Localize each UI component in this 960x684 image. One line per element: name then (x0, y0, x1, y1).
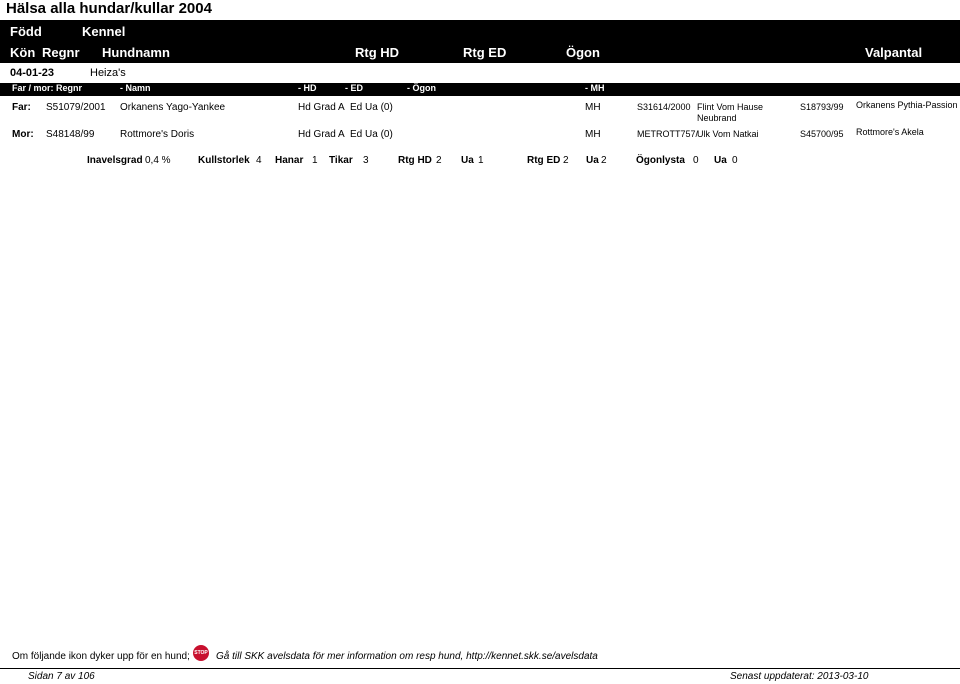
avelsdata-link[interactable]: Gå till SKK avelsdata för mer information om resp hund, http://kennet.skk.se/avelsdata (216, 651, 598, 662)
far-parent1-regnr: S31614/2000 (637, 102, 691, 112)
stop-icon: STOP (193, 645, 209, 661)
col-rtg-hd: Rtg HD (355, 45, 400, 60)
sub-mh: - MH (585, 83, 605, 93)
stat-tikar-val: 3 (363, 155, 369, 166)
stat-rtghd: Rtg HD (398, 155, 432, 166)
col-fodd: Född (10, 24, 42, 39)
far-parent1-name: Flint Vom Hause Neubrand (697, 102, 764, 123)
parent-label-far: Far: (12, 102, 31, 113)
far-hd: Hd Grad A (298, 102, 345, 113)
footer-divider (0, 668, 960, 669)
stat-ua2: Ua (586, 155, 599, 166)
col-rtg-ed: Rtg ED (463, 45, 507, 60)
stat-ua1: Ua (461, 155, 474, 166)
stat-ua2-val: 2 (601, 155, 607, 166)
sub-farmor: Far / mor: Regnr (12, 83, 83, 93)
far-regnr: S51079/2001 (46, 102, 106, 113)
mor-parent2-regnr: S45700/95 (800, 129, 844, 139)
mor-name: Rottmore's Doris (120, 129, 195, 140)
col-regnr: Regnr (42, 45, 80, 60)
far-name: Orkanens Yago-Yankee (120, 102, 226, 113)
stat-tikar: Tikar (329, 155, 353, 166)
stat-ua3: Ua (714, 155, 727, 166)
stat-ua1-val: 1 (478, 155, 484, 166)
far-parent2-name: Orkanens Pythia-Passion (856, 100, 958, 110)
mor-parent1-regnr: METROTT757/ (637, 129, 699, 139)
column-header (0, 20, 960, 63)
col-valpantal: Valpantal (865, 45, 923, 60)
stat-kull: Kullstorlek (198, 155, 250, 166)
stat-hanar-val: 1 (312, 155, 318, 166)
col-hundnamn: Hundnamn (102, 45, 170, 60)
stat-inavel: Inavelsgrad (87, 155, 143, 166)
col-ogon: Ögon (566, 45, 600, 60)
stat-hanar: Hanar (275, 155, 304, 166)
mor-mh: MH (585, 129, 601, 140)
stat-ogon-val: 0 (693, 155, 699, 166)
mor-parent1-name: Ulk Vom Natkai (697, 129, 759, 139)
parent-subheader (0, 83, 960, 96)
col-kennel: Kennel (82, 24, 126, 39)
far-ed: Ed Ua (0) (350, 102, 393, 113)
stat-ogon: Ögonlysta (636, 155, 685, 166)
page-number: Sidan 7 av 106 (28, 671, 95, 682)
stat-rtged-val: 2 (563, 155, 569, 166)
col-kon: Kön (10, 45, 36, 60)
footer-icon-text: Om följande ikon dyker upp för en hund; (12, 651, 190, 662)
stat-ua3-val: 0 (732, 155, 738, 166)
far-mh: MH (585, 102, 601, 113)
sub-ed: - ED (345, 83, 363, 93)
mor-parent2-name: Rottmore's Akela (856, 127, 924, 137)
mor-hd: Hd Grad A (298, 129, 345, 140)
parent-label-mor: Mor: (12, 129, 34, 140)
mor-ed: Ed Ua (0) (350, 129, 393, 140)
litter-date: 04-01-23 (10, 67, 55, 79)
stat-inavel-val: 0,4 % (145, 155, 171, 166)
sub-ogon: - Ögon (407, 83, 436, 93)
stat-kull-val: 4 (256, 155, 262, 166)
stat-rtged: Rtg ED (527, 155, 561, 166)
sub-hd: - HD (298, 83, 317, 93)
last-updated: Senast uppdaterat: 2013-03-10 (730, 671, 869, 682)
far-parent2-regnr: S18793/99 (800, 102, 844, 112)
sub-namn: - Namn (120, 83, 151, 93)
page-title: Hälsa alla hundar/kullar 2004 (6, 0, 212, 17)
stat-rtghd-val: 2 (436, 155, 442, 166)
litter-kennel: Heiza's (90, 67, 126, 79)
mor-regnr: S48148/99 (46, 129, 95, 140)
